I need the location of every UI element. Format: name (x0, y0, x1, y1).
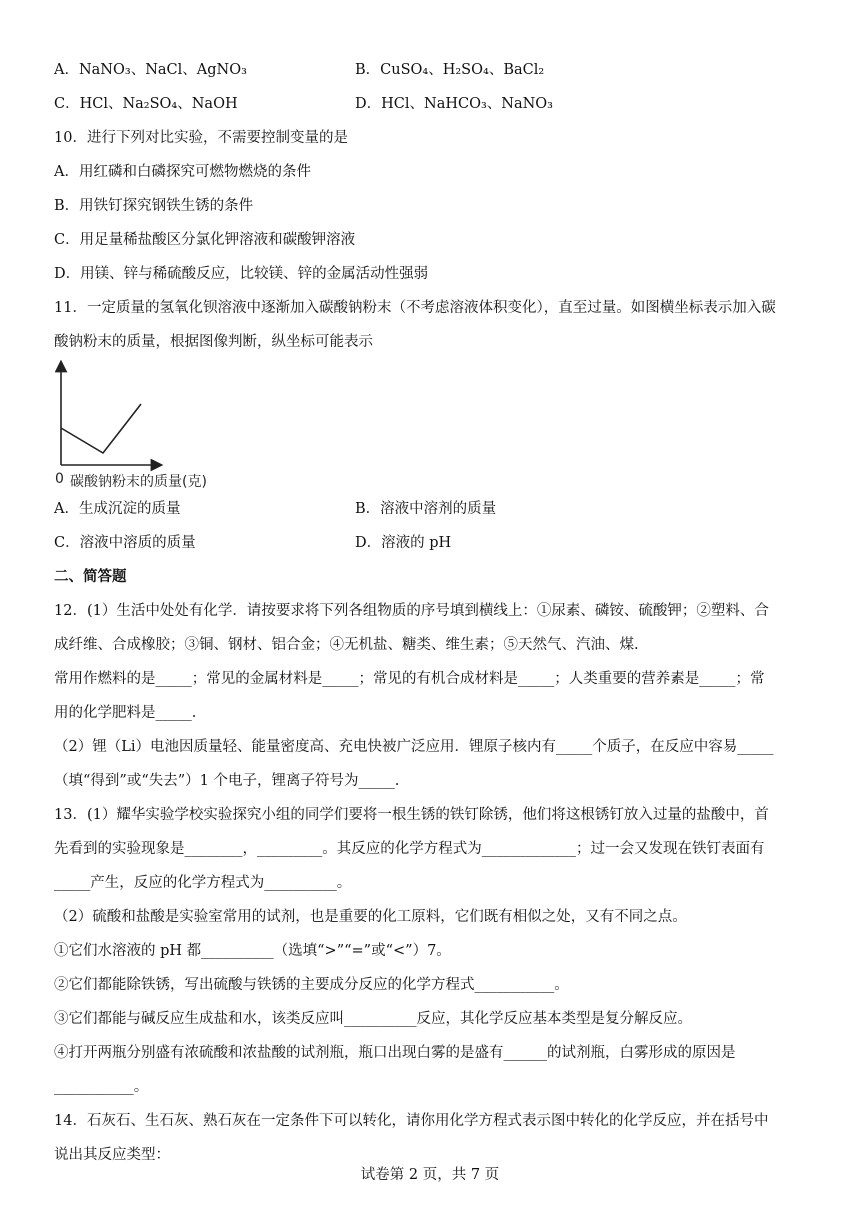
q14-line1: 14．石灰石、生石灰、熟石灰在一定条件下可以转化，请你用化学方程式表示图中转化的化学反应，并在括号中 (54, 1113, 769, 1129)
q13-line2: 先看到的实验现象是________，_________。其反应的化学方程式为_____________；过一会又发现在铁钉表面有 (54, 841, 765, 857)
q10-option-d: D．用镁、锌与稀硫酸反应，比较镁、锌的金属活动性强弱 (54, 266, 429, 282)
q13-line4: （2）硫酸和盐酸是实验室常用的试剂，也是重要的化工原料，它们既有相似之处，又有不同之点。 (54, 909, 687, 925)
q12-line4: 用的化学肥料是_____. (54, 705, 197, 721)
q9-option-a: A．NaNO₃、NaCl、AgNO₃ (54, 62, 247, 78)
q13-line6: ②它们都能除铁锈，写出硫酸与铁锈的主要成分反应的化学方程式___________。 (54, 977, 569, 993)
q10-option-a: A．用红磷和白磷探究可燃物燃烧的条件 (54, 164, 311, 180)
q13-line3: _____产生，反应的化学方程式为__________。 (54, 875, 352, 891)
q11-graph (55, 360, 245, 490)
q13-line1: 13．(1）耀华实验学校实验探究小组的同学们要将一根生锈的铁钉除锈，他们将这根锈钉放入过量的盐酸中，首 (54, 807, 769, 823)
q11-curve (61, 404, 141, 453)
q9-option-b: B．CuSO₄、H₂SO₄、BaCl₂ (355, 62, 545, 78)
q10-option-c: C．用足量稀盐酸区分氯化钾溶液和碳酸钾溶液 (54, 232, 356, 248)
q12-line6: （填“得到”或“失去”）1 个电子，锂离子符号为_____. (54, 773, 400, 789)
page-footer: 试卷第 2 页，共 7 页 (360, 1167, 500, 1183)
section-title: 二、简答题 (54, 568, 127, 585)
q11-option-c: C．溶液中溶质的质量 (54, 535, 196, 551)
q11-x-axis-label: 碳酸钠粉末的质量(克) (70, 474, 207, 490)
q13-line7: ③它们都能与碱反应生成盐和水，该类反应叫__________反应，其化学反应基本类型是复分解反应。 (54, 1011, 692, 1027)
q12-line1: 12．(1）生活中处处有化学．请按要求将下列各组物质的序号填到横线上：①尿素、磷铵、硫酸钾；②塑料、合 (54, 603, 769, 619)
q14-line2: 说出其反应类型： (54, 1147, 170, 1163)
q12-line3: 常用作燃料的是_____；常见的金属材料是_____；常见的有机合成材料是_____；人类重要的营养素是_____；常 (54, 671, 765, 687)
q13-line8: ④打开两瓶分别盛有浓硫酸和浓盐酸的试剂瓶，瓶口出现白雾的是盛有______的试剂瓶，白雾形成的原因是 (54, 1045, 736, 1061)
q13-line9: ___________。 (54, 1079, 149, 1095)
q12-line5: （2）锂（Li）电池因质量轻、能量密度高、充电快被广泛应用．锂原子核内有_____个质子，在反应中容易_____ (54, 739, 774, 755)
q11-stem-line2: 酸钠粉末的质量，根据图像判断，纵坐标可能表示 (54, 334, 373, 350)
q11-origin-label: 0 (55, 471, 64, 487)
q13-line5: ①它们水溶液的 pH 都__________（选填“>”“=”或“<”）7。 (54, 943, 451, 959)
q9-option-d: D．HCl、NaHCO₃、NaNO₃ (355, 96, 553, 112)
q11-option-d: D．溶液的 pH (355, 535, 452, 551)
q10-stem: 10．进行下列对比实验，不需要控制变量的是 (54, 130, 348, 146)
q11-option-b: B．溶液中溶剂的质量 (355, 501, 497, 517)
q12-line2: 成纤维、合成橡胶；③铜、钢材、铝合金；④无机盐、糖类、维生素；⑤天然气、汽油、煤. (54, 637, 639, 653)
q9-option-c: C．HCl、Na₂SO₄、NaOH (54, 96, 238, 112)
q11-stem-line1: 11．一定质量的氢氧化钡溶液中逐渐加入碳酸钠粉末（不考虑溶液体积变化），直至过量。如图横坐标表示加入碳 (54, 300, 776, 316)
q10-option-b: B．用铁钉探究钢铁生锈的条件 (54, 198, 254, 214)
q11-option-a: A．生成沉淀的质量 (54, 501, 181, 517)
